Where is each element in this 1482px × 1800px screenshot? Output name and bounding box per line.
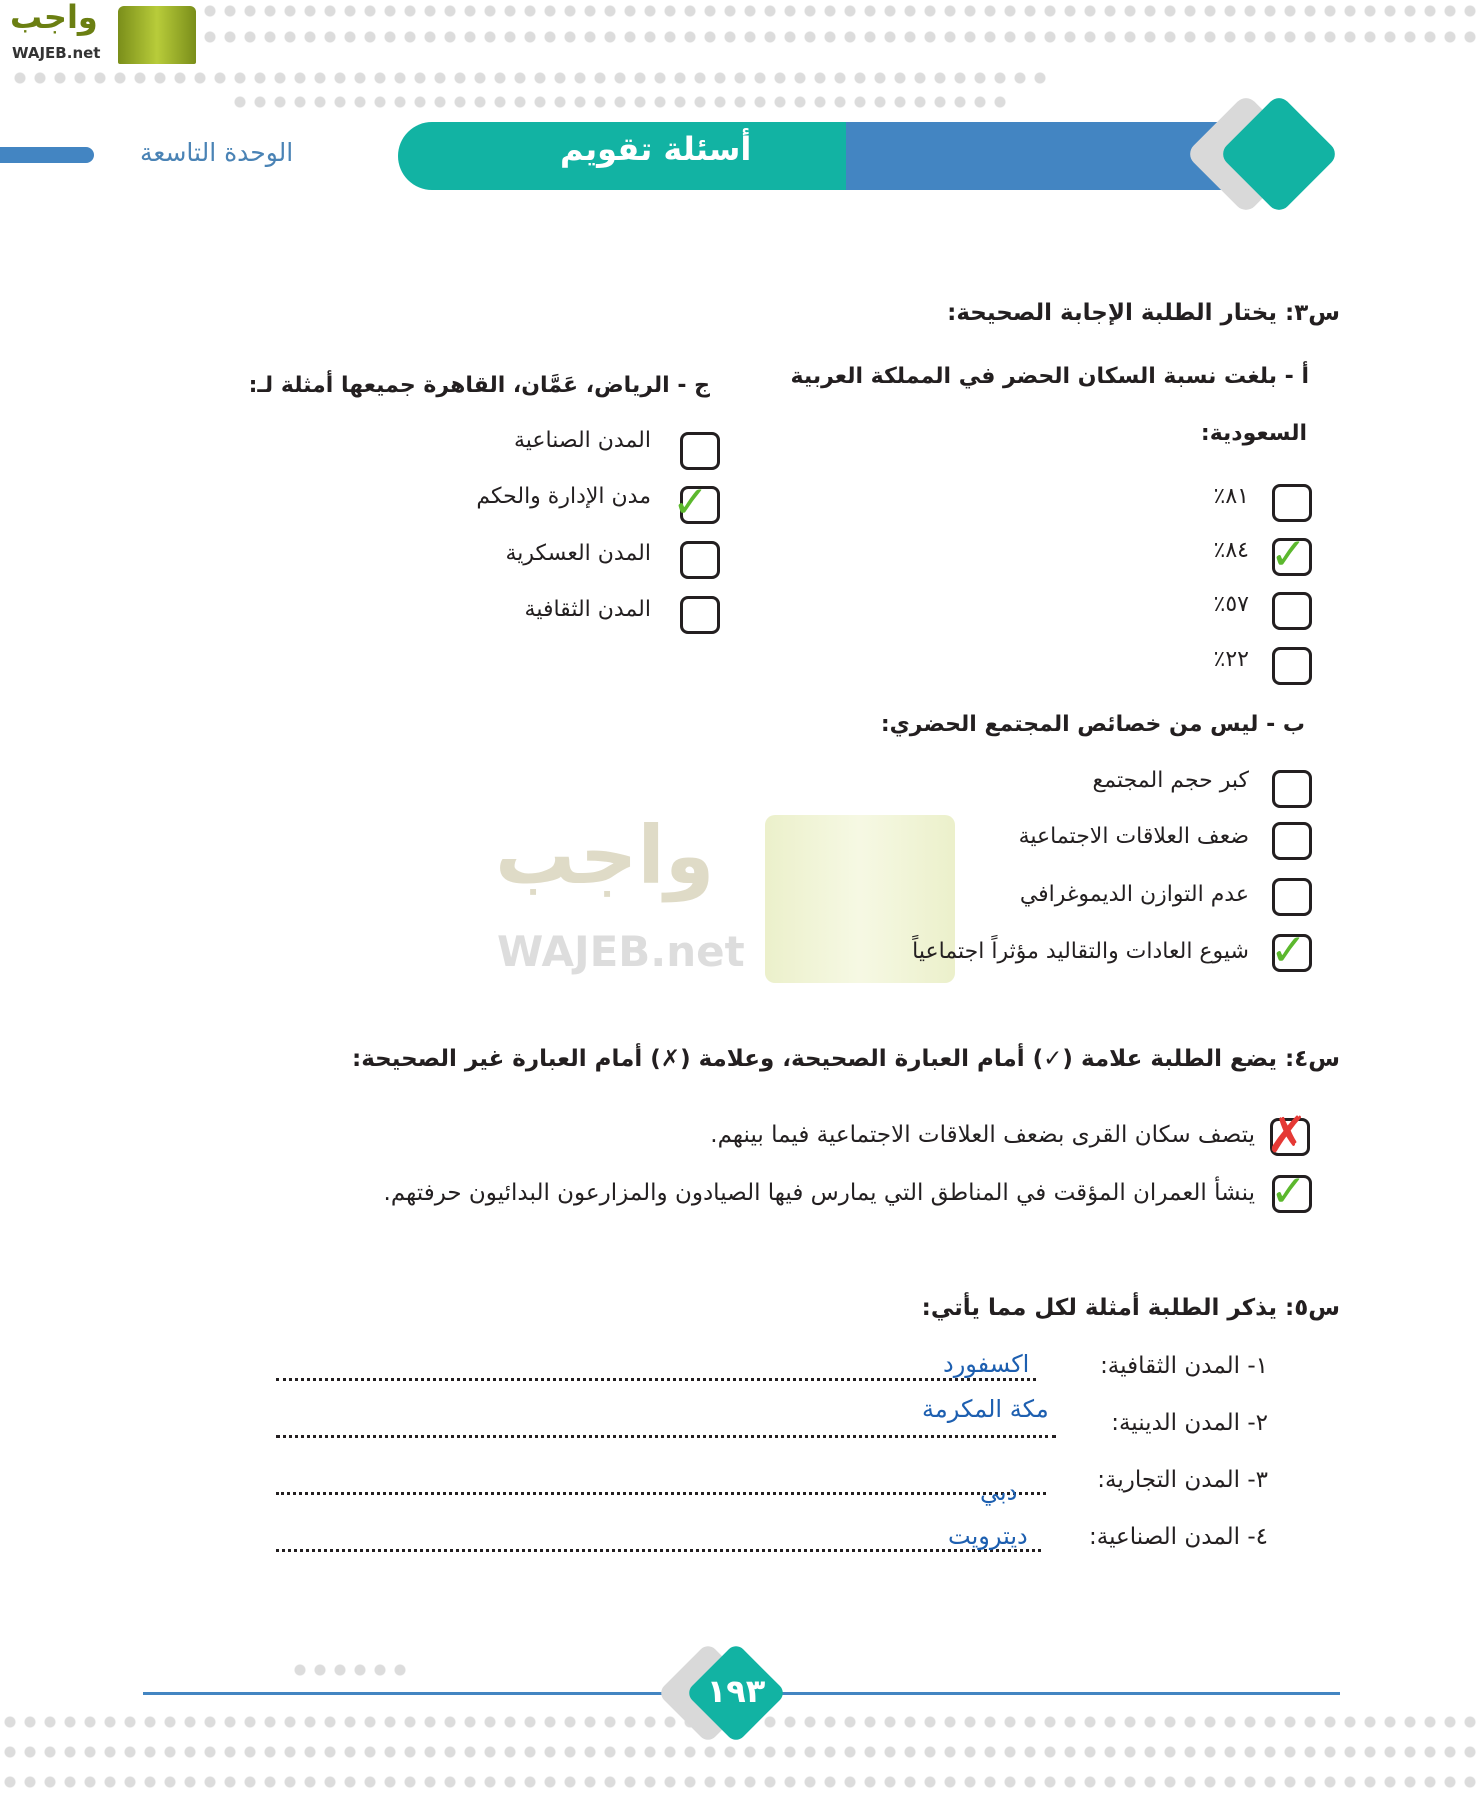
checkbox[interactable] <box>1272 647 1312 685</box>
checkbox[interactable] <box>1272 770 1312 808</box>
checkbox[interactable] <box>1272 878 1312 916</box>
checkbox[interactable] <box>680 596 720 634</box>
option-label: ٨٤٪ <box>1213 538 1249 563</box>
item-label: ٢- المدن الدينية: <box>1111 1410 1268 1436</box>
answer-line <box>276 1492 1046 1495</box>
check-icon: ✓ <box>672 477 709 528</box>
checkbox[interactable] <box>1272 822 1312 860</box>
q5-title: س٥: يذكر الطلبة أمثلة لكل مما يأتي: <box>921 1295 1340 1321</box>
decor-dots <box>10 71 1050 85</box>
watermark <box>495 809 965 985</box>
statement: يتصف سكان القرى بضعف العلاقات الاجتماعية فيما بينهم. <box>710 1122 1255 1148</box>
logo-book-icon <box>118 6 196 64</box>
q3c-question: ج - الرياض، عَمَّان، القاهرة جميعها أمثلة لـ: <box>248 373 710 398</box>
option-label: شيوع العادات والتقاليد مؤثراً اجتماعياً <box>912 939 1249 964</box>
item-label: ١- المدن الثقافية: <box>1100 1353 1268 1379</box>
decor-dots <box>0 1775 1482 1789</box>
q3b-question: ب - ليس من خصائص المجتمع الحضري: <box>880 712 1305 737</box>
check-icon: ✓ <box>1270 529 1307 580</box>
answer-line <box>276 1378 1036 1381</box>
logo-latin: WAJEB.net <box>12 44 101 62</box>
left-blue-bar <box>0 147 94 163</box>
option-label: كبر حجم المجتمع <box>1092 768 1249 793</box>
statement: ينشأ العمران المؤقت في المناطق التي يمارس فيها الصيادون والمزارعون البدائيون حرفتهم. <box>383 1180 1255 1206</box>
answer-text[interactable]: دبي <box>980 1478 1018 1506</box>
option-label: ٢٢٪ <box>1213 647 1249 672</box>
decor-dots <box>0 1745 1482 1759</box>
q3a-question: أ - بلغت نسبة السكان الحضر في المملكة العربية <box>790 364 1309 389</box>
unit-label: الوحدة التاسعة <box>140 138 294 167</box>
watermark-latin: WAJEB.net <box>497 927 745 976</box>
page-number: ١٩٣ <box>706 1672 766 1710</box>
option-label: ٥٧٪ <box>1213 592 1249 617</box>
checkbox[interactable] <box>1272 592 1312 630</box>
page-title: أسئلة تقويم <box>560 130 752 168</box>
checkbox[interactable] <box>680 432 720 470</box>
answer-line <box>276 1549 1041 1552</box>
decor-dots <box>200 4 1482 18</box>
answer-text[interactable]: اكسفورد <box>943 1350 1030 1378</box>
decor-dots <box>230 95 1010 109</box>
q3a-question-cont: السعودية: <box>1200 421 1307 446</box>
option-label: ضعف العلاقات الاجتماعية <box>1018 824 1249 849</box>
check-icon: ✓ <box>1270 1166 1307 1217</box>
cross-icon: ✗ <box>1266 1106 1308 1164</box>
logo-arabic: واجب <box>10 0 98 36</box>
decor-dots <box>290 1663 410 1677</box>
item-label: ٣- المدن التجارية: <box>1097 1467 1268 1493</box>
answer-text[interactable]: ديترويت <box>948 1522 1028 1550</box>
answer-line <box>276 1435 1056 1438</box>
q4-title: س٤: يضع الطلبة علامة (✓) أمام العبارة الصحيحة، وعلامة (✗) أمام العبارة غير الصحيحة: <box>352 1046 1340 1072</box>
decor-dots <box>200 30 1482 44</box>
option-label: المدن العسكرية <box>505 541 651 566</box>
q3-title: س٣: يختار الطلبة الإجابة الصحيحة: <box>947 300 1340 326</box>
title-bar <box>398 122 1228 190</box>
wajeb-logo <box>8 0 193 66</box>
checkbox[interactable] <box>680 541 720 579</box>
option-label: عدم التوازن الديموغرافي <box>1019 882 1249 907</box>
answer-text[interactable]: مكة المكرمة <box>922 1395 1049 1423</box>
item-label: ٤- المدن الصناعية: <box>1089 1524 1268 1550</box>
watermark-arabic: واجب <box>495 809 715 902</box>
checkbox[interactable] <box>1272 484 1312 522</box>
option-label: مدن الإدارة والحكم <box>476 484 651 509</box>
option-label: المدن الصناعية <box>513 428 651 453</box>
option-label: ٨١٪ <box>1213 484 1249 509</box>
option-label: المدن الثقافية <box>524 597 651 622</box>
check-icon: ✓ <box>1270 925 1307 976</box>
